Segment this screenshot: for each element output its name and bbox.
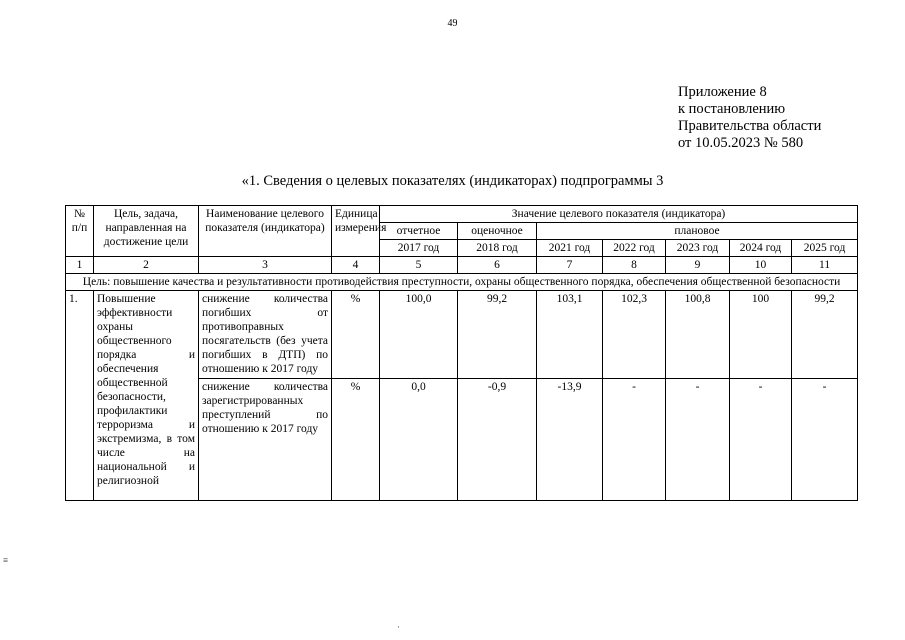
column-number: 1 bbox=[66, 257, 94, 274]
header-planned: плановое bbox=[537, 223, 858, 240]
value-cell: 100,8 bbox=[666, 291, 730, 379]
goal-text: Цель: повышение качества и результативности противодействия преступности, охраны общественного порядка, обеспечения общественной безопасности bbox=[66, 274, 858, 291]
header-value-group: Значение целевого показателя (индикатора) bbox=[380, 206, 858, 223]
unit-cell: % bbox=[332, 291, 380, 379]
scan-artifact: · bbox=[397, 622, 400, 632]
value-cell: - bbox=[603, 379, 666, 501]
value-cell: 100 bbox=[730, 291, 792, 379]
value-cell: -0,9 bbox=[458, 379, 537, 501]
appendix-line: к постановлению bbox=[678, 101, 786, 117]
column-number: 9 bbox=[666, 257, 730, 274]
header-goal: Цель, задача, направленная на достижение цели bbox=[94, 206, 199, 257]
appendix-block bbox=[678, 84, 821, 152]
value-cell: - bbox=[666, 379, 730, 501]
value-cell: - bbox=[792, 379, 858, 501]
header-num: № п/п bbox=[66, 206, 94, 257]
value-cell: 100,0 bbox=[380, 291, 458, 379]
column-number: 10 bbox=[730, 257, 792, 274]
column-number: 8 bbox=[603, 257, 666, 274]
header-year: 2018 год bbox=[458, 240, 537, 257]
column-number: 2 bbox=[94, 257, 199, 274]
header-unit: Единица измерения bbox=[332, 206, 380, 257]
column-number: 6 bbox=[458, 257, 537, 274]
appendix-line: Правительства области bbox=[678, 118, 822, 134]
header-year: 2025 год bbox=[792, 240, 858, 257]
header-indicator-name: Наименование целевого показателя (индикатора) bbox=[199, 206, 332, 257]
column-number: 11 bbox=[792, 257, 858, 274]
column-number: 5 bbox=[380, 257, 458, 274]
header-reported: отчетное bbox=[380, 223, 458, 240]
header-year: 2021 год bbox=[537, 240, 603, 257]
header-year: 2023 год bbox=[666, 240, 730, 257]
indicators-table bbox=[65, 205, 858, 501]
value-cell: - bbox=[730, 379, 792, 501]
page-number: 49 bbox=[447, 18, 458, 29]
column-number: 7 bbox=[537, 257, 603, 274]
value-cell: 103,1 bbox=[537, 291, 603, 379]
value-cell: 102,3 bbox=[603, 291, 666, 379]
unit-cell: % bbox=[332, 379, 380, 501]
header-estimated: оценочное bbox=[458, 223, 537, 240]
appendix-line: от 10.05.2023 № 580 bbox=[678, 135, 804, 151]
value-cell: -13,9 bbox=[537, 379, 603, 501]
row-number: 1. bbox=[66, 291, 94, 501]
indicator-cell: снижение количества погибших от противоправных посягательств (без учета погибших в ДТП) по отношению к 2017 году bbox=[199, 291, 332, 379]
table-row bbox=[66, 291, 858, 379]
header-year: 2017 год bbox=[380, 240, 458, 257]
column-number: 4 bbox=[332, 257, 380, 274]
value-cell: 99,2 bbox=[458, 291, 537, 379]
goal-row bbox=[66, 274, 858, 291]
appendix-line: Приложение 8 bbox=[678, 84, 767, 100]
column-number: 3 bbox=[199, 257, 332, 274]
indicator-cell: снижение количества зарегистрированных преступлений по отношению к 2017 году bbox=[199, 379, 332, 501]
header-year: 2022 год bbox=[603, 240, 666, 257]
value-cell: 0,0 bbox=[380, 379, 458, 501]
column-number-row bbox=[66, 257, 858, 274]
value-cell: 99,2 bbox=[792, 291, 858, 379]
header-year: 2024 год bbox=[730, 240, 792, 257]
task-cell: Повышение эффективности охраны общественного порядка и обеспечения общественной безопасности, профилактики терроризма и экстремизма, в том числе на национальной и религиозной bbox=[94, 291, 199, 501]
scan-margin-mark: ≡ bbox=[3, 555, 9, 565]
document-title: «1. Сведения о целевых показателях (индикаторах) подпрограммы 3 bbox=[241, 173, 664, 189]
